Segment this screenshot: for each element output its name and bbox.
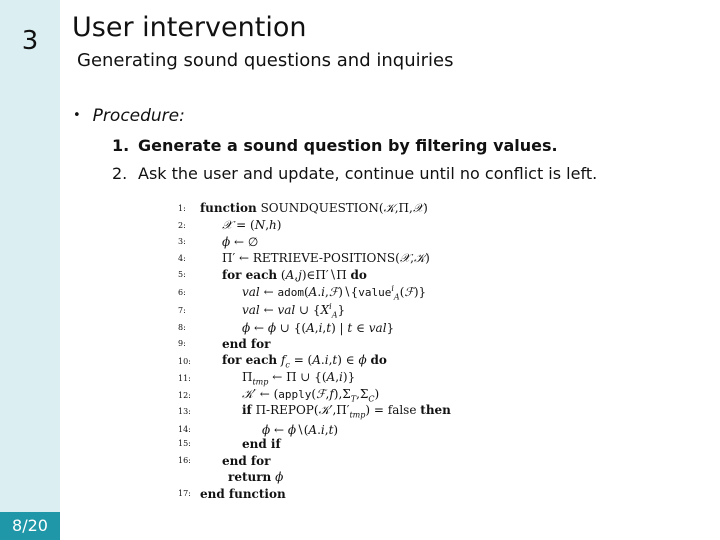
line-number: 9: [178, 339, 186, 348]
algorithm-line: 13: if $\Pi-REPOP(𝒦',\Pi'_{tmp})$ = false then [178, 403, 451, 420]
algorithm-line: 5: for each (A,j)∈Π′∖Π do [178, 267, 367, 282]
keyword: end function [200, 486, 286, 501]
false-value: false [387, 403, 417, 417]
algorithm-line: return ϕ [228, 469, 284, 484]
algorithm-line [178, 336, 270, 352]
algorithm-line: 4: Π′ ← RETRIEVE-POSITIONS(𝒳,𝒦) [178, 251, 430, 265]
line-number: 7: [178, 306, 186, 316]
keyword: return [228, 469, 272, 484]
line-number: 8: [178, 323, 186, 332]
keyword: end for [222, 336, 271, 351]
keyword: end for [222, 453, 271, 468]
slide-counter: 8/20 [0, 512, 60, 540]
bullet-dot-icon: • [73, 108, 81, 123]
keyword: then [420, 403, 451, 417]
algorithm-line: 6: val ← adom(A.i,ℱ)∖{value$^i_A$(ℱ)} [178, 284, 427, 302]
line-number: 10: [178, 356, 191, 366]
step-number: 1. [112, 136, 130, 155]
line-number: 2: [178, 221, 186, 230]
keyword: for each [222, 353, 278, 367]
step-text: Ask the user and update, continue until no conflict is left. [138, 164, 598, 183]
function-name: apply [278, 388, 312, 401]
line-number: 16: [178, 456, 191, 465]
function-name: RETRIEVE-POSITIONS [252, 251, 396, 265]
function-name: Π-REPOP [255, 403, 314, 417]
algorithm-line: 14: ϕ ← ϕ∖(A.i,t) [178, 422, 339, 437]
slide-title: User intervention [72, 12, 307, 43]
keyword: if [242, 403, 252, 417]
step-number: 2. [112, 164, 128, 183]
keyword: for each [222, 267, 278, 282]
line-number: 13: [178, 406, 191, 416]
keyword: end if [242, 436, 281, 451]
algorithm-line [178, 486, 286, 502]
algorithm-line: 7: val ← val ∪ $\{X^i_A\}$ [178, 302, 346, 320]
algorithm-line [178, 436, 281, 452]
function-name: SOUNDQUESTION [260, 201, 379, 215]
algorithm-line: 10: for each $f_c = (A.i,t)$ ∈ ϕ do [178, 353, 387, 370]
algorithm-line: 12: 𝒦′ ← $(apply(ℱ,f),\Sigma_T,\Sigma_C)$ [178, 387, 380, 404]
line-number: 15: [178, 439, 191, 448]
slide-subtitle: Generating sound questions and inquiries [77, 50, 454, 71]
function-name: adom [277, 286, 304, 299]
step-item [112, 136, 558, 155]
function-name: value [358, 286, 392, 299]
section-number: 3 [21, 26, 39, 56]
algorithm-line: 3: ϕ ← ∅ [178, 234, 259, 249]
line-number: 5: [178, 270, 186, 279]
keyword: do [350, 267, 367, 282]
procedure-bullet [73, 106, 185, 126]
step-text: Generate a sound question by filtering values. [138, 136, 558, 155]
line-number: 12: [178, 390, 191, 400]
algorithm-line: 1: function SOUNDQUESTION(𝒦,Π,𝒳) [178, 201, 428, 215]
keyword: do [370, 353, 387, 367]
line-number: 4: [178, 254, 186, 263]
line-number: 3: [178, 237, 186, 246]
algorithm-line: 8: ϕ ← ϕ ∪ {(A,i,t) | t ∈ val} [178, 320, 395, 335]
algorithm-line: 11: $\Pi_{tmp}$ ← Π ∪ {(A,i)} [178, 370, 356, 387]
step-item [112, 164, 597, 183]
line-number: 6: [178, 288, 186, 298]
line-number: 1: [178, 204, 186, 213]
algorithm-line: 2: 𝒳 = (N,h) [178, 218, 282, 232]
procedure-label: Procedure: [92, 106, 185, 126]
line-number: 14: [178, 425, 191, 434]
keyword: function [200, 201, 257, 215]
algorithm-line [178, 453, 270, 469]
sidebar [0, 0, 60, 540]
line-number: 11: [178, 373, 191, 383]
line-number: 17: [178, 489, 191, 498]
